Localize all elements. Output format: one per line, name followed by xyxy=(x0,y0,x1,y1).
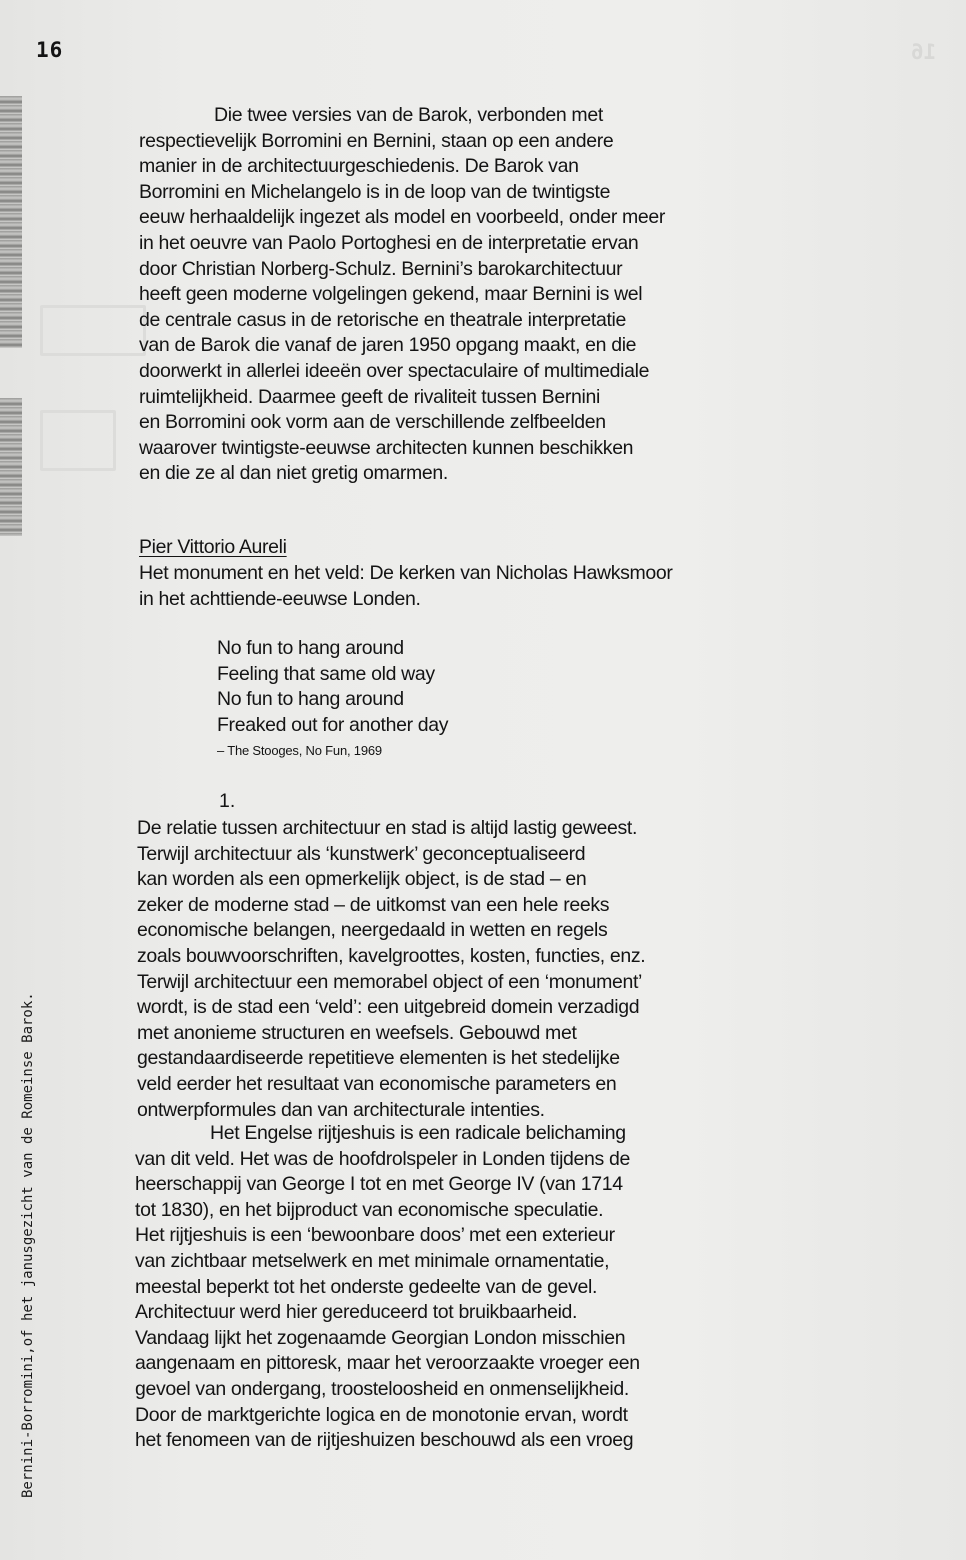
essay-title xyxy=(139,561,673,612)
intro-paragraph xyxy=(139,103,665,487)
text-line: Terwijl architectuur een memorabel object of een ‘monument’ xyxy=(137,970,643,993)
text-line: ruimtelijkheid. Daarmee geeft de rivaliteit tussen Bernini xyxy=(139,385,600,408)
text-line: aangenaam en pittoresk, maar het veroorzaakte vroeger een xyxy=(135,1352,640,1375)
epigraph-line: Feeling that same old way xyxy=(217,662,435,685)
text-line: manier in de architectuurgeschiedenis. De Barok van xyxy=(139,155,579,178)
text-line: van zichtbaar metselwerk en met minimale ornamentatie, xyxy=(135,1249,610,1272)
text-line: eeuw herhaaldelijk ingezet als model en voorbeeld, onder meer xyxy=(139,206,666,229)
text-line: zoals bouwvoorschriften, kavelgroottes, kosten, functies, enz. xyxy=(137,944,646,967)
epigraph-line: Freaked out for another day xyxy=(217,713,449,736)
epigraph xyxy=(217,636,448,738)
text-line: en die ze al dan niet gretig omarmen. xyxy=(139,462,448,485)
text-line: doorwerkt in allerlei ideeën over spectaculaire of multimediale xyxy=(139,359,650,382)
text-line: Het rijtjeshuis is een ‘bewoonbare doos’ met een exterieur xyxy=(135,1224,615,1247)
text-line: de centrale casus in de retorische en theatrale interpretatie xyxy=(139,308,627,331)
text-line: heerschappij van George I tot en met George IV (van 1714 xyxy=(135,1173,623,1196)
text-line: respectievelijk Borromini en Bernini, staan op een andere xyxy=(139,129,614,152)
body-paragraph xyxy=(135,1121,640,1454)
text-line: van dit veld. Het was de hoofdrolspeler in Londen tijdens de xyxy=(135,1147,630,1170)
text-line: Vandaag lijkt het zogenaamde Georgian London misschien xyxy=(135,1326,626,1349)
text-line: veld eerder het resultaat van economische parameters en xyxy=(137,1072,617,1095)
show-through-page-number: 16 xyxy=(910,40,936,64)
text-line: De relatie tussen architectuur en stad is altijd lastig geweest. xyxy=(137,817,638,839)
text-line: Borromini en Michelangelo is in de loop van de twintigste xyxy=(139,180,611,203)
text-line: Architectuur werd hier gereduceerd tot bruikbaarheid. xyxy=(135,1301,578,1324)
epigraph-line: No fun to hang around xyxy=(217,688,404,711)
text-line: heeft geen moderne volgelingen gekend, maar Bernini is wel xyxy=(139,283,643,306)
text-line: wordt, is de stad een ‘veld’: een uitgebreid domein verzadigd xyxy=(137,996,640,1019)
text-line: Het Engelse rijtjeshuis is een radicale belichaming xyxy=(210,1122,626,1144)
text-line: met anonieme structuren en weefsels. Gebouwd met xyxy=(137,1021,577,1044)
text-line: Terwijl architectuur als ‘kunstwerk’ geconceptualiseerd xyxy=(137,842,586,865)
section-number: 1. xyxy=(219,790,236,812)
body-paragraph xyxy=(137,816,645,1123)
running-title: Bernini-Borromini,of het janusgezicht van de Romeinse Barok. xyxy=(20,992,36,1498)
show-through-image-frame xyxy=(40,410,116,471)
text-line: gestandaardiseerde repetitieve elementen is het stedelijke xyxy=(137,1047,620,1070)
text-line: het fenomeen van de rijtjeshuizen beschouwd als een vroeg xyxy=(135,1429,634,1452)
text-line: zeker de moderne stad – de uitkomst van een hele reeks xyxy=(137,893,610,916)
text-line: waarover twintigste-eeuwse architecten kunnen beschikken xyxy=(139,436,634,459)
image-edge-strip xyxy=(0,398,22,536)
text-line: door Christian Norberg-Schulz. Bernini’s barokarchitectuur xyxy=(139,257,623,280)
epigraph-line: No fun to hang around xyxy=(217,637,404,659)
text-line: Door de marktgerichte logica en de monotonie ervan, wordt xyxy=(135,1403,628,1426)
author-name: Pier Vittorio Aureli xyxy=(139,536,287,558)
text-line: tot 1830), en het bijproduct van economische speculatie. xyxy=(135,1198,604,1221)
text-line: meestal beperkt tot het onderste gedeelte van de gevel. xyxy=(135,1275,598,1298)
text-line: kan worden als een opmerkelijk object, is de stad – en xyxy=(137,868,587,891)
text-line: gevoel van ondergang, troosteloosheid en onmenselijkheid. xyxy=(135,1377,629,1400)
show-through-image-frame xyxy=(40,305,146,356)
page-number: 16 xyxy=(36,38,64,62)
epigraph-source: – The Stooges, No Fun, 1969 xyxy=(217,743,382,758)
text-line: van de Barok die vanaf de jaren 1950 opgang maakt, en die xyxy=(139,334,637,357)
title-line: in het achttiende-eeuwse Londen. xyxy=(139,587,421,610)
text-line: economische belangen, neergedaald in wetten en regels xyxy=(137,919,608,942)
text-line: ontwerpformules dan van architecturale intenties. xyxy=(137,1098,545,1121)
image-edge-strip xyxy=(0,96,22,348)
title-line: Het monument en het veld: De kerken van Nicholas Hawksmoor xyxy=(139,562,673,584)
text-line: en Borromini ook vorm aan de verschillende zelfbeelden xyxy=(139,411,606,434)
text-line: in het oeuvre van Paolo Portoghesi en de interpretatie ervan xyxy=(139,231,639,254)
text-line: Die twee versies van de Barok, verbonden met xyxy=(214,104,603,126)
